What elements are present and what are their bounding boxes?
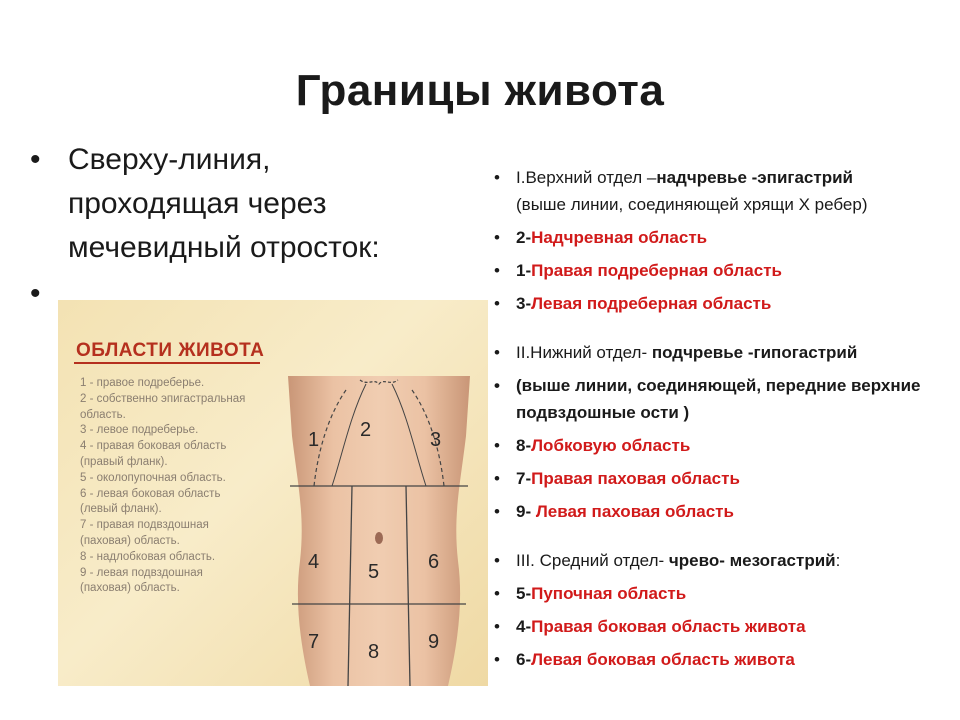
bullet-icon: • xyxy=(494,376,500,395)
legend-line: 8 - надлобковая область. xyxy=(80,550,216,563)
lower-heading-plain: II.Нижний отдел- xyxy=(516,343,648,362)
region-number: 3- xyxy=(516,294,532,313)
left-bullet-1-text: Сверху-линия, проходящая через мечевидный отросток: xyxy=(68,143,380,264)
bullet-icon: • xyxy=(494,469,500,488)
bullet-icon: • xyxy=(494,261,500,280)
region-number: 9- xyxy=(516,502,532,521)
legend-line: 4 - правая боковая область xyxy=(80,440,227,453)
region-label: Надчревная область xyxy=(531,228,708,247)
region-label: Левая паховая область xyxy=(531,502,734,521)
legend-line: область. xyxy=(80,408,126,421)
upper-heading-desc: (выше линии, соединяющей хрящи X ребер) xyxy=(516,195,868,214)
middle-heading-colon: : xyxy=(835,551,841,570)
region-6-item xyxy=(494,646,954,673)
legend-line: 1 - правое подреберье. xyxy=(80,377,205,389)
middle-heading-plain: III. Средний отдел- xyxy=(516,551,665,570)
bullet-icon: • xyxy=(494,502,500,521)
legend-line: 5 - околопупочная область. xyxy=(80,471,226,484)
region-number: 4- xyxy=(516,617,532,636)
bullet-icon: • xyxy=(494,168,500,187)
bullet-icon: • xyxy=(494,617,500,636)
region-8-item xyxy=(494,432,954,459)
legend-line: (правый фланк). xyxy=(80,455,168,468)
middle-heading-bold: чрево- мезогастрий xyxy=(664,551,836,570)
region-number: 2- xyxy=(516,228,532,247)
figure-title: ОБЛАСТИ ЖИВОТА xyxy=(76,340,265,361)
region-number: 8- xyxy=(516,436,532,455)
region-label: Правая подреберная область xyxy=(531,261,782,280)
region-9-item xyxy=(494,498,954,525)
region-number: 1- xyxy=(516,261,532,280)
lower-heading-desc: (выше линии, соединяющей, передние верхние подвздошные ости ) xyxy=(516,376,921,422)
bullet-icon: • xyxy=(30,143,41,176)
upper-heading-plain: I.Верхний отдел – xyxy=(516,168,657,187)
left-bullet-list xyxy=(30,138,450,310)
region-4-item xyxy=(494,613,954,640)
region-number-label: 7 xyxy=(308,631,320,653)
region-number-label: 3 xyxy=(430,429,442,451)
bullet-icon: • xyxy=(494,551,500,570)
legend-line: 6 - левая боковая область xyxy=(80,487,221,500)
region-number-label: 5 xyxy=(368,561,380,583)
region-number-label: 8 xyxy=(368,641,380,663)
region-2-item xyxy=(494,224,954,251)
torso-illustration xyxy=(288,376,470,686)
figure-legend xyxy=(80,376,290,597)
legend-line: (левый фланк). xyxy=(80,503,162,516)
region-number-label: 4 xyxy=(308,551,320,573)
middle-section-heading xyxy=(494,547,954,574)
legend-line: (паховая) область. xyxy=(80,582,180,595)
legend-line: 2 - собственно эпигастральная xyxy=(80,392,246,405)
bullet-icon: • xyxy=(494,294,500,313)
abdomen-regions-figure xyxy=(58,300,488,686)
region-number: 6- xyxy=(516,650,532,669)
region-number-label: 2 xyxy=(360,419,372,441)
region-number-label: 6 xyxy=(428,551,440,573)
lower-section-heading xyxy=(494,339,954,366)
region-label: Левая подреберная область xyxy=(531,294,772,313)
region-number-label: 9 xyxy=(428,631,440,653)
region-number: 7- xyxy=(516,469,532,488)
bullet-icon: • xyxy=(494,584,500,603)
region-7-item xyxy=(494,465,954,492)
bullet-icon: • xyxy=(494,343,500,362)
legend-line: 9 - левая подвздошная xyxy=(80,566,203,579)
figure-title-underline xyxy=(74,362,260,364)
left-bullet-1 xyxy=(30,138,450,270)
legend-line: 3 - левое подреберье. xyxy=(80,424,199,437)
upper-heading-bold: надчревье -эпигастрий xyxy=(656,168,853,187)
legend-line: 7 - правая подвздошная xyxy=(80,519,209,532)
region-1-item xyxy=(494,257,954,284)
bullet-icon: • xyxy=(30,277,41,310)
region-label: Лобковую область xyxy=(531,436,691,455)
region-number: 5- xyxy=(516,584,532,603)
slide-title: Границы живота xyxy=(295,66,665,115)
region-label: Левая боковая область живота xyxy=(531,650,795,669)
region-label: Правая боковая область живота xyxy=(531,617,806,636)
bullet-icon: • xyxy=(494,436,500,455)
bullet-icon: • xyxy=(494,228,500,247)
region-label: Пупочная область xyxy=(531,584,687,603)
legend-line: (паховая) область. xyxy=(80,534,180,547)
right-bullet-list xyxy=(494,164,954,679)
region-3-item xyxy=(494,290,954,317)
region-number-label: 1 xyxy=(308,429,320,451)
region-5-item xyxy=(494,580,954,607)
upper-section-heading xyxy=(494,164,954,218)
bullet-icon: • xyxy=(494,650,500,669)
region-label: Правая паховая область xyxy=(531,469,740,488)
lower-section-desc xyxy=(494,372,954,426)
lower-heading-bold: подчревье -гипогастрий xyxy=(647,343,858,362)
